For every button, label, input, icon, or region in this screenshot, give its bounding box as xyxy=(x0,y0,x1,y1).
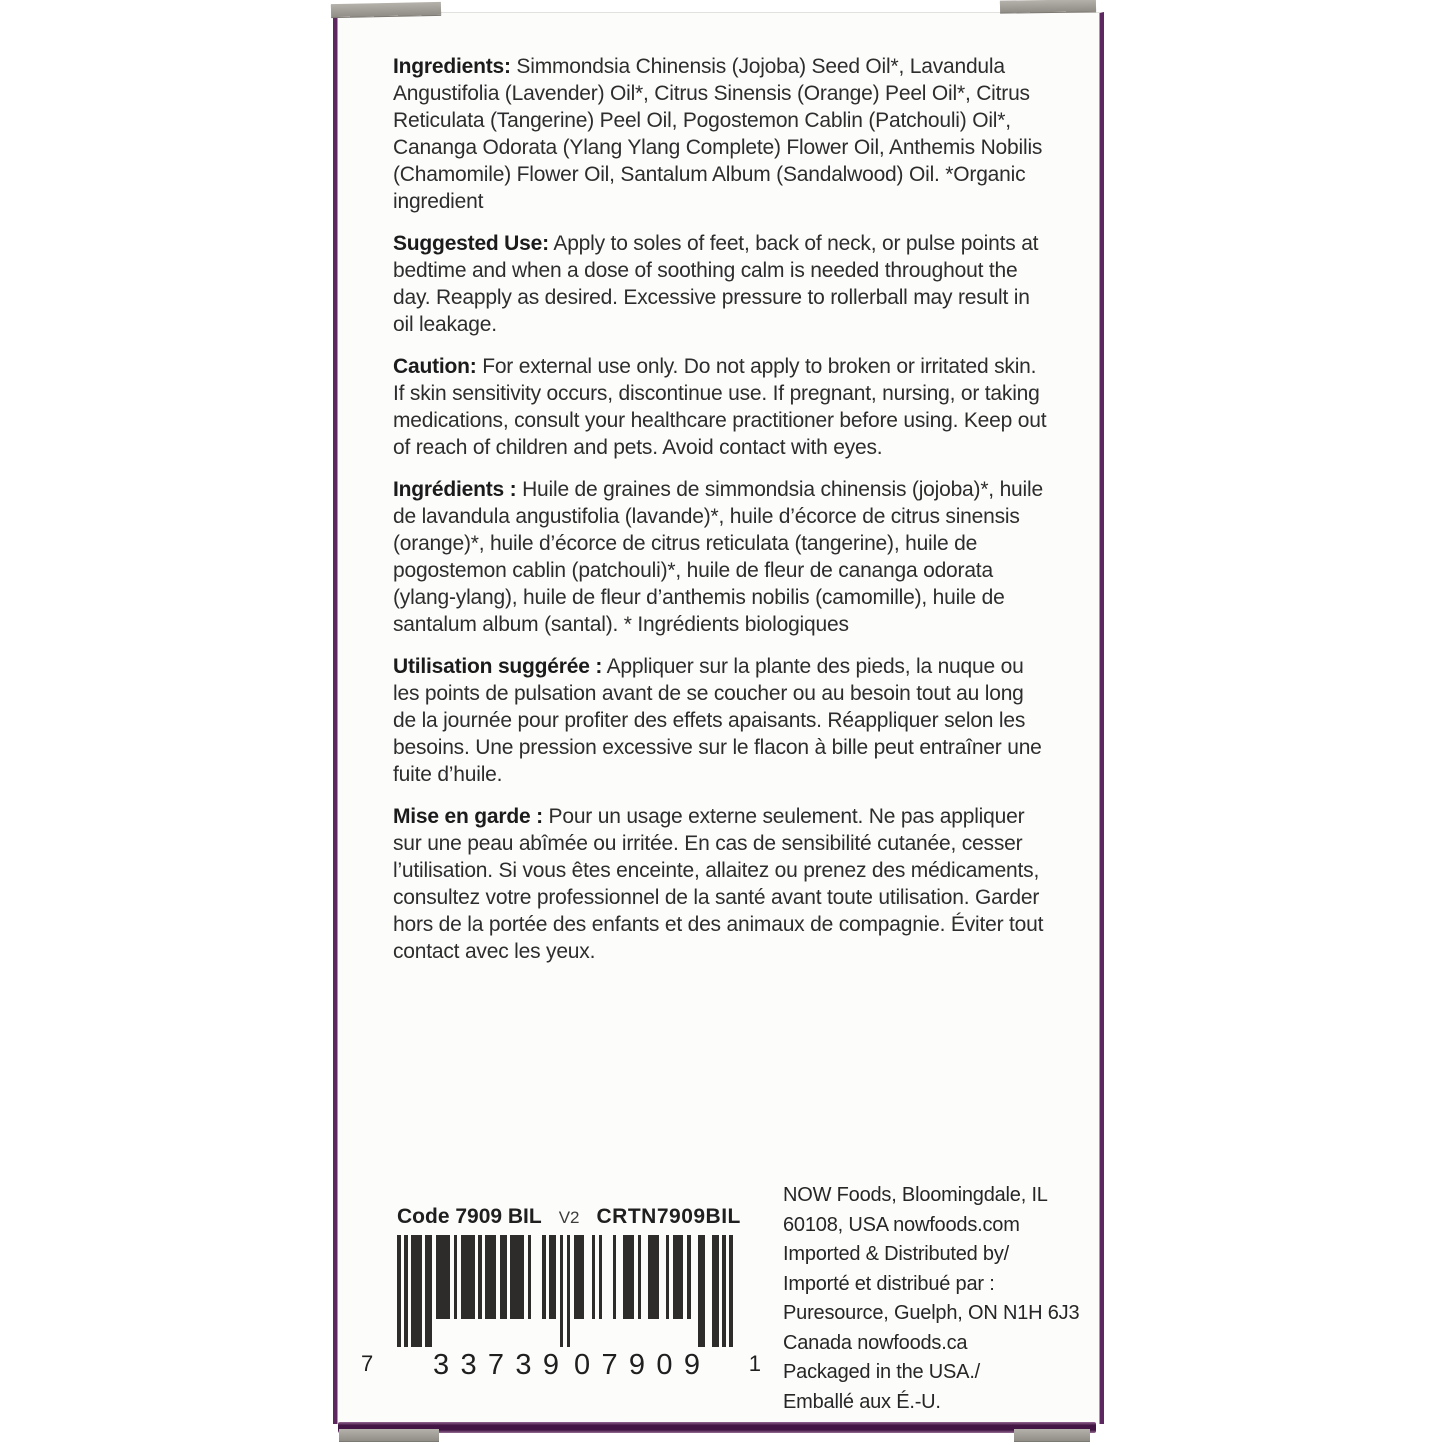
address-line: Importé et distribué par : xyxy=(783,1272,995,1295)
version-code: V2 xyxy=(558,1208,580,1227)
product-code: Code 7909 BIL xyxy=(397,1205,542,1228)
carton-code: CRTN7909BIL xyxy=(596,1205,741,1228)
section-label: Suggested Use: xyxy=(393,232,549,255)
address-line: Emballé aux É.-U. xyxy=(783,1390,941,1413)
product-code-line xyxy=(397,1205,741,1229)
section-suggested-use-fr xyxy=(393,653,1050,788)
section-ingredients-fr xyxy=(393,476,1050,638)
barcode-digit-group-1: 3 3 7 3 9 xyxy=(433,1349,559,1381)
address-line: 60108, USA nowfoods.com xyxy=(783,1213,1020,1236)
bottom-edge-band xyxy=(338,1422,1096,1433)
box-flap-bottom-right xyxy=(1014,1429,1090,1441)
section-label: Ingredients: xyxy=(393,55,511,78)
label-panel xyxy=(333,12,1104,1424)
barcode-digit-group-2: 0 7 9 0 9 xyxy=(574,1349,700,1381)
address-line: Puresource, Guelph, ON N1H 6J3 xyxy=(783,1302,1080,1324)
barcode-digit-right: 1 xyxy=(748,1351,761,1376)
section-label: Mise en garde : xyxy=(393,805,543,828)
section-text: Simmondsia Chinensis (Jojoba) Seed Oil*, Lavandula Angustifolia (Lavender) Oil*, Citrus Sinensis (Orange) Peel Oil*, Citrus Reticulata (Tangerine) Peel Oil, Pogostemon Cablin (Patchouli) Oil*, Cananga Odorata (Ylang Ylang Complete) Flower Oil, Anthemis Nobilis (Chamomile) Flower Oil, Santalum Album (Sandalwood) Oil. *Organic ingredient xyxy=(393,55,1043,213)
section-caution-fr xyxy=(393,803,1050,965)
address-line: Packaged in the USA./ xyxy=(783,1361,981,1383)
section-ingredients-en xyxy=(393,53,1050,215)
section-text: For external use only. Do not apply to broken or irritated skin. If skin sensitivity occurs, discontinue use. If pregnant, nursing, or taking medications, consult your healthcare practitioner before using. Keep out of reach of children and pets. Avoid contact with eyes. xyxy=(393,355,1047,459)
section-text: Pour un usage externe seulement. Ne pas appliquer sur une peau abîmée ou irritée. En cas de sensibilité cutanée, cesser l’utilisation. Si vous êtes enceinte, allaitez ou prenez des médicaments, consultez votre professionnel de la santé avant toute utilisation. Garder hors de la portée des enfants et des animaux de compagnie. Éviter tout contact avec les yeux. xyxy=(393,805,1044,963)
box-flap-top-left xyxy=(331,2,441,17)
section-label: Ingrédients : xyxy=(393,478,517,501)
box-flap-bottom-left xyxy=(339,1429,439,1441)
section-label: Utilisation suggérée : xyxy=(393,655,603,678)
upc-barcode xyxy=(361,1235,761,1381)
section-text: Appliquer sur la plante des pieds, la nuque ou les points de pulsation avant de se coucher ou au besoin tout au long de la journée pour profiter des effets apaisants. Réappliquer selon les besoins. Une pression excessive sur le flacon à bille peut entraîner une fuite d’huile. xyxy=(393,655,1042,786)
barcode-digit-left: 7 xyxy=(361,1351,374,1376)
section-label: Caution: xyxy=(393,355,477,378)
distributor-address-block xyxy=(783,1181,1083,1417)
address-line: Imported & Distributed by/ xyxy=(783,1243,1010,1265)
section-text: Apply to soles of feet, back of neck, or pulse points at bedtime and when a dose of soothing calm is needed throughout the day. Reapply as desired. Excessive pressure to rollerball may result in oil leakage. xyxy=(393,232,1039,336)
address-line: NOW Foods, Bloomingdale, IL xyxy=(783,1184,1048,1206)
address-line: Canada nowfoods.ca xyxy=(783,1331,968,1354)
box-flap-top-right xyxy=(1000,0,1096,13)
barcode-bars xyxy=(397,1235,733,1347)
section-suggested-use-en xyxy=(393,230,1050,338)
label-text-content xyxy=(337,13,1100,965)
section-caution-en xyxy=(393,353,1050,461)
section-text: Huile de graines de simmondsia chinensis (jojoba)*, huile de lavandula angustifolia (lavande)*, huile d’écorce de citrus sinensis (orange)*, huile d’écorce de citrus reticulata (tangerine), huile de pogostemon cablin (patchouli)*, huile de fleur de cananga odorata (ylang-ylang), huile de fleur d’anthemis nobilis (camomille), huile de santalum album (santal). * Ingrédients biologiques xyxy=(393,478,1043,636)
